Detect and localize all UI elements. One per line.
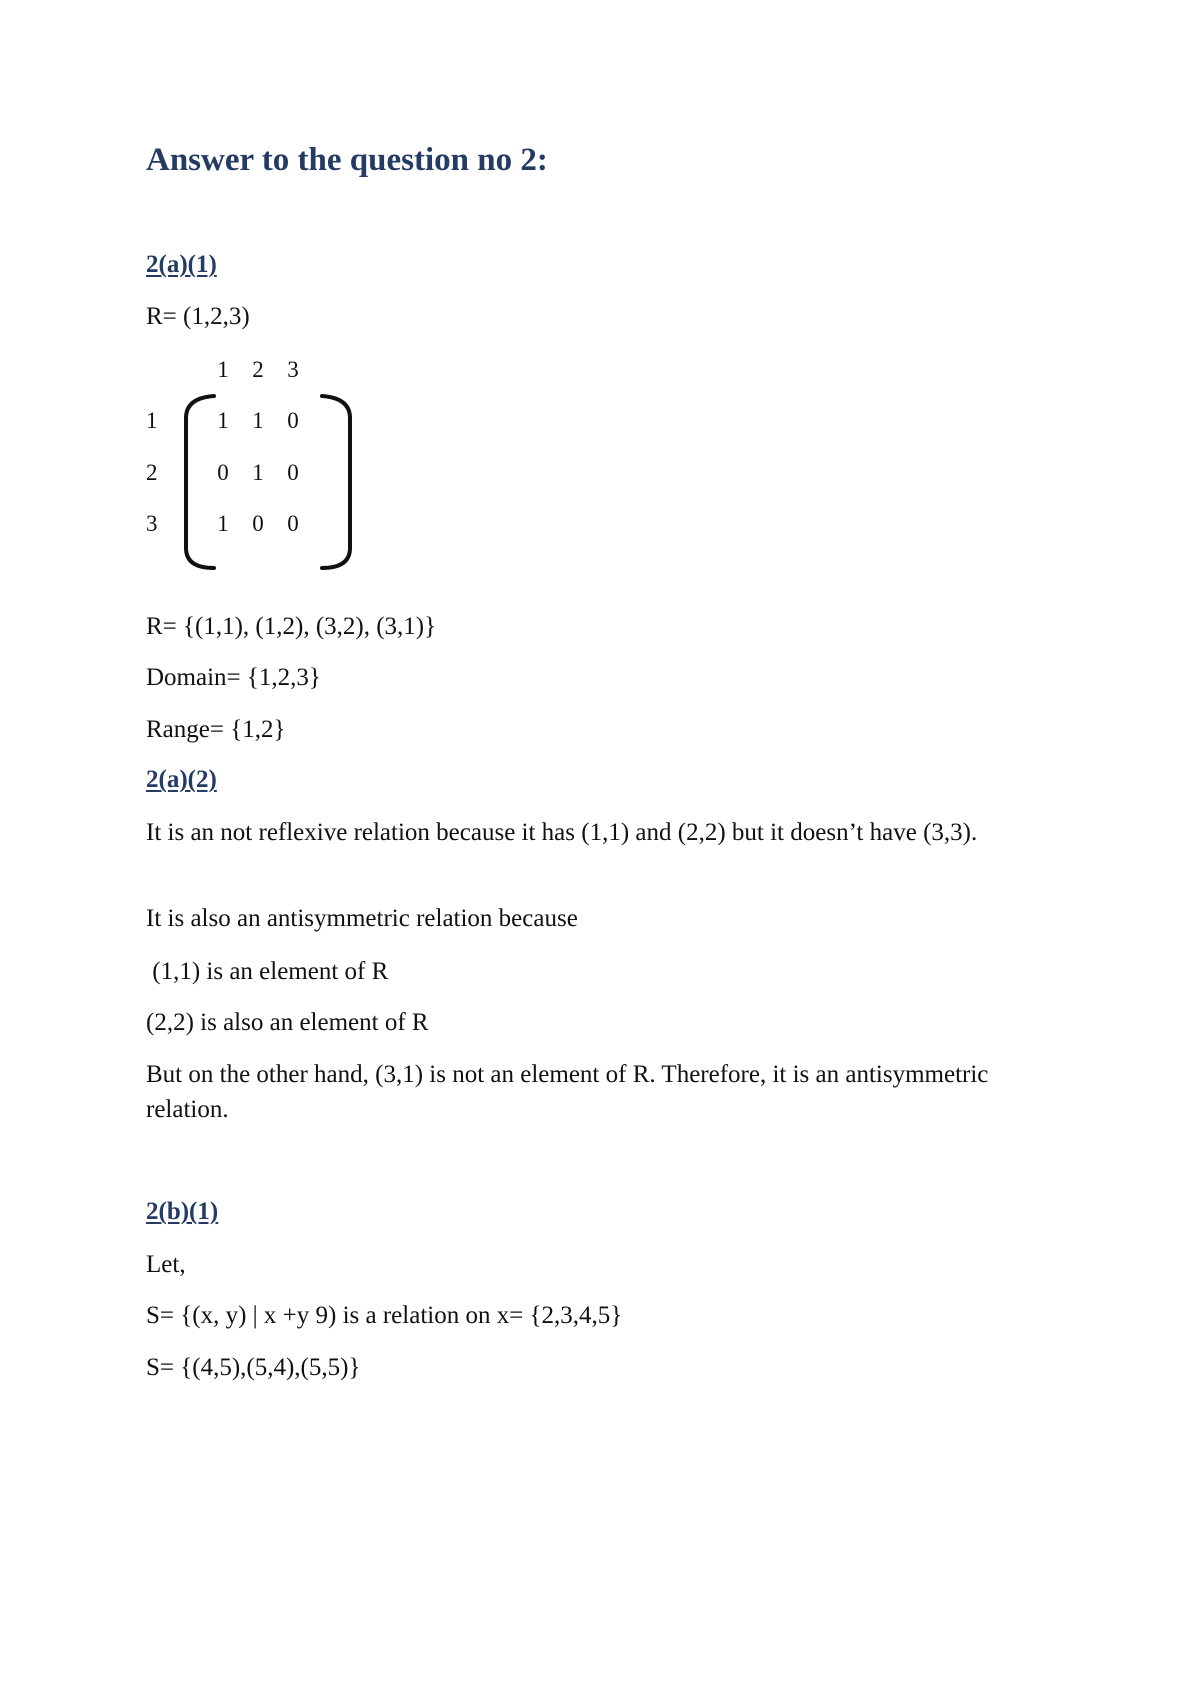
conclusion-paragraph: But on the other hand, (3,1) is not an element of R. Therefore, it is an antisymmetric relation. xyxy=(146,1061,989,1123)
section-label-2b1: 2(b)(1) xyxy=(146,1198,219,1225)
matrix-row-header: 1 xyxy=(146,408,158,433)
left-bracket xyxy=(186,396,214,568)
right-bracket xyxy=(322,396,350,568)
relation-definition: R= (1,2,3) xyxy=(146,303,250,330)
element-line-2: (2,2) is also an element of R xyxy=(146,1009,429,1036)
matrix-cell: 0 xyxy=(287,511,299,536)
element-line-1: (1,1) is an element of R xyxy=(146,958,389,985)
matrix-cell: 0 xyxy=(287,460,299,485)
matrix-cell: 0 xyxy=(252,511,264,536)
relation-s-set: S= {(4,5),(5,4),(5,5)} xyxy=(146,1354,361,1381)
matrix-cell: 0 xyxy=(217,460,229,485)
reflexive-paragraph: It is an not reflexive relation because it has (1,1) and (2,2) but it doesn’t have (3,3). xyxy=(146,819,978,846)
domain-line: Domain= {1,2,3} xyxy=(146,664,321,691)
matrix-col-header: 2 xyxy=(252,357,264,382)
matrix-cell: 1 xyxy=(252,408,264,433)
relation-set: R= {(1,1), (1,2), (3,2), (3,1)} xyxy=(146,613,437,640)
section-label-2a1: 2(a)(1) xyxy=(146,251,217,278)
page-heading: Answer to the question no 2: xyxy=(146,142,548,178)
matrix-cell: 1 xyxy=(217,511,229,536)
relation-s-definition: S= {(x, y) | x +y 9) is a relation on x= {2,3,4,5} xyxy=(146,1302,623,1329)
matrix-cell: 1 xyxy=(252,460,264,485)
matrix-col-header: 1 xyxy=(217,357,229,382)
matrix-brackets xyxy=(176,388,362,576)
matrix-cell: 0 xyxy=(287,408,299,433)
antisymmetric-line: It is also an antisymmetric relation because xyxy=(146,905,578,932)
matrix-row-header: 2 xyxy=(146,460,158,485)
matrix-cell: 1 xyxy=(217,408,229,433)
matrix-row-header: 3 xyxy=(146,511,158,536)
section-label-2a2: 2(a)(2) xyxy=(146,766,217,793)
let-line: Let, xyxy=(146,1251,186,1278)
matrix-col-header: 3 xyxy=(287,357,299,382)
range-line: Range= {1,2} xyxy=(146,716,286,743)
